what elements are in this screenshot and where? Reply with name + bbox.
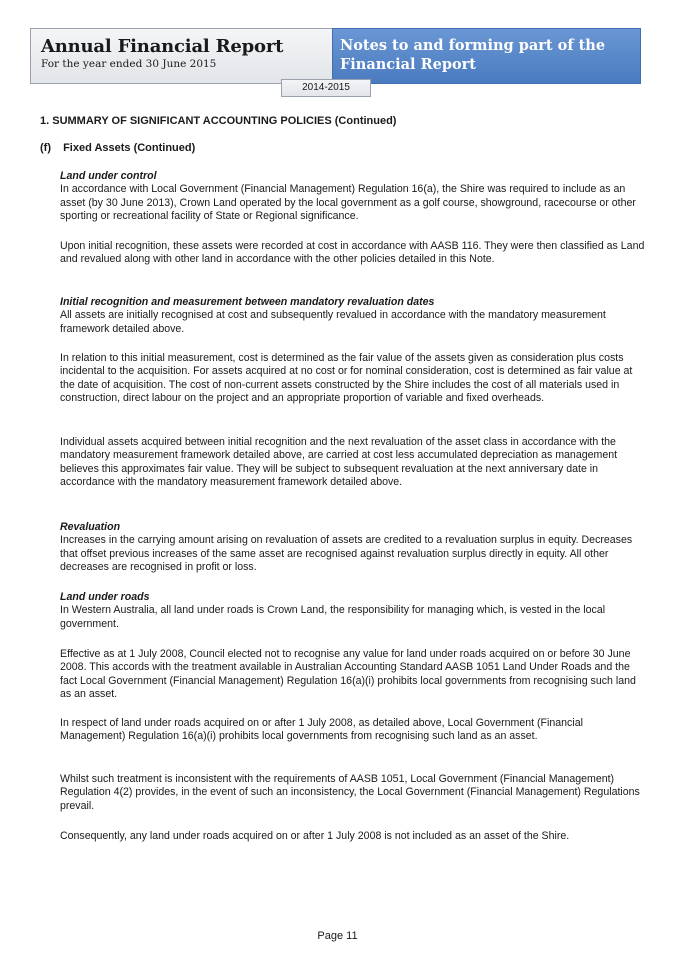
paragraph-block [60, 352, 645, 405]
paragraph-block [60, 717, 645, 744]
notes-title: Notes to and forming part of the Financial Report [340, 37, 606, 73]
paragraph-block [60, 240, 645, 267]
paragraph-block [60, 773, 645, 813]
paragraph-block [60, 296, 645, 336]
block-heading: Land under roads [60, 591, 150, 603]
paragraph-block [60, 170, 645, 223]
paragraph-block [60, 591, 645, 631]
paragraph-block [60, 648, 645, 701]
sub-heading-tag: (f) [40, 142, 51, 154]
block-text: Increases in the carrying amount arising on revaluation of assets are credited to a revaluation surplus in equity. Decreases that offset previous increases of the same asset are recognised against revaluation surplus directly in equity. All other decreases are recognised in profit or loss. [60, 534, 633, 573]
block-heading: Revaluation [60, 521, 121, 533]
block-text: In Western Australia, all land under roads is Crown Land, the responsibility for managing which, is vested in the local government. [60, 604, 606, 630]
block-text: Consequently, any land under roads acquired on or after 1 July 2008 is not included as an asset of the Shire. [60, 830, 570, 842]
page-number: Page 11 [317, 930, 358, 942]
block-text: Upon initial recognition, these assets were recorded at cost in accordance with AASB 116. They were then classified as Land and revalued along with other land in accordance with the other policies detailed in this Note. [60, 240, 645, 266]
report-title-banner [30, 28, 332, 84]
block-text: In relation to this initial measurement, cost is determined as the fair value of the assets given as consideration plus costs incidental to the acquisition. For assets acquired at no cost or for nominal consideration, cost is determined as fair value at the date of acquisition. The cost of non-current assets constructed by the Shire includes the cost of all materials used in construction, direct labour on the project and an appropriate proportion of variable and fixed overheads. [60, 352, 633, 404]
section-heading: 1. SUMMARY OF SIGNIFICANT ACCOUNTING POLICIES (Continued) [40, 115, 397, 127]
sub-heading [40, 142, 195, 154]
block-heading: Initial recognition and measurement between mandatory revaluation dates [60, 296, 435, 308]
report-title: Annual Financial Report [41, 36, 284, 57]
paragraph-block [60, 521, 645, 574]
block-heading: Land under control [60, 170, 157, 182]
block-text: In respect of land under roads acquired on or after 1 July 2008, as detailed above, Local Government (Financial Management) Regulation 16(a)(i) prohibits local governments from recognising such land as an asset. [60, 717, 583, 743]
sub-heading-label: Fixed Assets (Continued) [63, 142, 196, 154]
block-text: Individual assets acquired between initial recognition and the next revaluation of the asset class in accordance with the mandatory measurement framework detailed above, are carried at cost less accumulated depreciation as management believes this approximates fair value. They will be subject to subsequent revaluation at the next anniversary date in accordance with the mandatory measurement framework detailed above. [60, 436, 618, 488]
block-text: In accordance with Local Government (Financial Management) Regulation 16(a), the Shire was required to include as an asset (by 30 June 2013), Crown Land operated by the local government as a golf course, showground, racecourse or other sporting or recreational facility of State or Regional significance. [60, 183, 636, 222]
notes-banner [332, 28, 641, 84]
report-subtitle: For the year ended 30 June 2015 [41, 58, 217, 70]
paragraph-block [60, 830, 645, 843]
paragraph-block [60, 436, 645, 489]
block-text: Whilst such treatment is inconsistent with the requirements of AASB 1051, Local Government (Financial Management) Regulation 4(2) provides, in the event of such an inconsistency, the Local Government (Financial Management) Regulations prevail. [60, 773, 640, 812]
block-text: Effective as at 1 July 2008, Council elected not to recognise any value for land under roads acquired on or before 30 June 2008. This accords with the treatment available in Australian Accounting Standard AASB 1051 Land Under Roads and the fact Local Government (Financial Management) Regulation 16(a)(i) prohibits local governments from recognising such land as an asset. [60, 648, 636, 700]
year-tab: 2014-2015 [281, 79, 371, 97]
block-text: All assets are initially recognised at cost and subsequently revalued in accordance with the mandatory measurement framework detailed above. [60, 309, 606, 335]
